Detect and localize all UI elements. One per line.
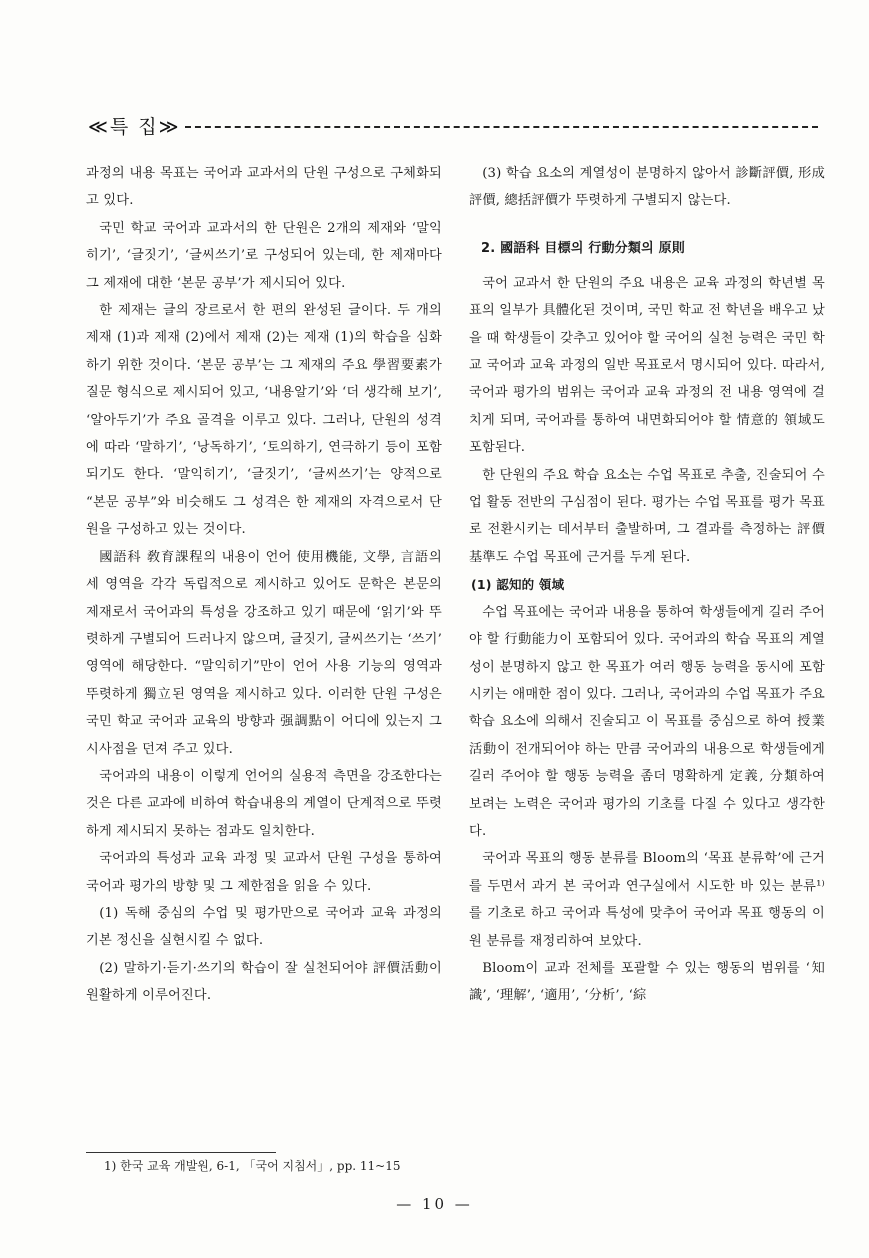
paragraph: 국어과 목표의 행동 분류를 Bloom의 ‘목표 분류학’에 근거를 두면서 과거 본 국어과 연구실에서 시도한 바 있는 분류¹⁾를 기초로 하고 국어과 특성에 맞추어 국어과 목표 행동의 이원 분류를 재정리하여 보았다. bbox=[469, 851, 825, 949]
footnote: 1) 한국 교육 개발원, 6-1, 「국어 지침서」, pp. 11~15 bbox=[104, 1159, 401, 1173]
section-heading: 2. 國語科 目標의 行動分類의 原則 bbox=[481, 240, 686, 256]
right-intro bbox=[469, 160, 825, 215]
right-body-2 bbox=[469, 599, 825, 1010]
paragraph: 국어 교과서 한 단원의 주요 내용은 교육 과정의 학년별 목표의 일부가 具體化된 것이며, 국민 학교 전 학년을 배우고 났을 때 학생들이 갖추고 있어야 할 국어의 실천 능력은 국민 학교 국어과 교육 과정의 일반 목표로서 명시되어 있다. 따라서, 국어과 평가의 범위는 국어과 교육 과정의 전 내용 영역에 걸치게 되며, 국어과를 통하여 내면화되어야 할 情意的 領域도 포함된다. bbox=[469, 275, 825, 456]
right-column bbox=[469, 160, 825, 1010]
paragraph: Bloom이 교과 전체를 포괄할 수 있는 행동의 범위를 ‘知識’, ‘理解’, ‘適用’, ‘分析’, ‘綜 bbox=[469, 960, 825, 1004]
sub-heading: (1) 認知的 領域 bbox=[471, 577, 565, 593]
header-dashed-rule bbox=[185, 126, 818, 128]
paragraph: 한 제재는 글의 장르로서 한 편의 완성된 글이다. 두 개의 제재 (1)과 제재 (2)에서 제재 (2)는 제재 (1)의 학습을 심화하기 위한 것이다. ‘본문 공부’는 그 제재의 주요 學習要素가 질문 형식으로 제시되어 있고, ‘내용알기’와 ‘더 생각해 보기’, ‘알아두기’가 주요 골격을 이루고 있다. 그러나, 단원의 성격에 따라 ‘말하기’, ‘낭독하기’, ‘토의하기, 연극하기 등이 포함되기도 한다. ‘말익히기’, ‘글짓기’, ‘글씨쓰기’는 양적으로 “본문 공부”와 비슷해도 그 성격은 한 제재의 자격으로서 단원을 구성하고 있는 것이다. bbox=[86, 303, 442, 538]
section-title: ≪특 집≫ bbox=[88, 115, 181, 138]
paragraph: 수업 목표에는 국어과 내용을 통하여 학생들에게 길러 주어야 할 行動能力이 포함되어 있다. 국어과의 학습 목표의 계열성이 분명하지 않고 한 목표가 여러 행동 능력을 동시에 포함시키는 애매한 점이 있다. 그러나, 국어과의 수업 목표가 주요 학습 요소에 의해서 진술되고 이 목표를 중심으로 하여 授業活動이 전개되어야 하는 만큼 국어과의 내용으로 학생들에게 길러 주어야 할 행동 능력을 좀더 명확하게 定義, 分類하여 보려는 노력은 국어과 평가의 기초를 다질 수 있다고 생각한다. bbox=[469, 604, 825, 839]
page-number: — 10 — bbox=[396, 1195, 473, 1213]
left-column bbox=[86, 160, 442, 1010]
footnote-rule bbox=[86, 1152, 276, 1153]
paragraph: (1) 독해 중심의 수업 및 평가만으로 국어과 교육 과정의 기본 정신을 실현시킬 수 없다. bbox=[86, 905, 442, 949]
paragraph: (2) 말하기·듣기·쓰기의 학습이 잘 실천되어야 評價活動이 원활하게 이루어진다. bbox=[86, 960, 442, 1004]
section-header bbox=[88, 112, 818, 138]
paragraph: 國語科 敎育課程의 내용이 언어 使用機能, 文學, 言語의 세 영역을 각각 독립적으로 제시하고 있어도 문학은 본문의 제재로서 국어과의 특성을 강조하고 있기 때문에 ‘읽기’와 뚜렷하게 구별되어 드러나지 않으며, 글짓기, 글씨쓰기는 ‘쓰기’ 영역에 해당한다. “말익히기”만이 언어 사용 기능의 영역과 뚜렷하게 獨立된 영역을 제시하고 있다. 이러한 단원 구성은 국민 학교 국어과 교육의 방향과 强調點이 어디에 있는지 그 시사점을 던져 주고 있다. bbox=[86, 549, 442, 757]
right-body bbox=[469, 270, 825, 571]
paragraph: 국민 학교 국어과 교과서의 한 단원은 2개의 제재와 ‘말익히기’, ‘글짓기’, ‘글씨쓰기’로 구성되어 있는데, 한 제재마다 그 제재에 대한 ‘본문 공부’가 제시되어 있다. bbox=[86, 220, 442, 291]
paragraph: 국어과의 내용이 이렇게 언어의 실용적 측면을 강조한다는 것은 다른 교과에 비하여 학습내용의 계열이 단계적으로 뚜렷하게 제시되지 못하는 점과도 일치한다. bbox=[86, 768, 442, 839]
paragraph: 국어과의 특성과 교육 과정 및 교과서 단원 구성을 통하여 국어과 평가의 방향 및 그 제한점을 읽을 수 있다. bbox=[86, 851, 442, 894]
paragraph: 과정의 내용 목표는 국어과 교과서의 단원 구성으로 구체화되고 있다. bbox=[86, 166, 442, 209]
paragraph: (3) 학습 요소의 계열성이 분명하지 않아서 診斷評價, 形成評價, 總括評價가 뚜렷하게 구별되지 않는다. bbox=[469, 166, 825, 209]
paragraph: 한 단원의 주요 학습 요소는 수업 목표로 추출, 진술되어 수업 활동 전반의 구심점이 된다. 평가는 수업 목표를 평가 목표로 전환시키는 데서부터 출발하며, 그 결과를 측정하는 評價基準도 수업 목표에 근거를 두게 된다. bbox=[469, 467, 825, 565]
